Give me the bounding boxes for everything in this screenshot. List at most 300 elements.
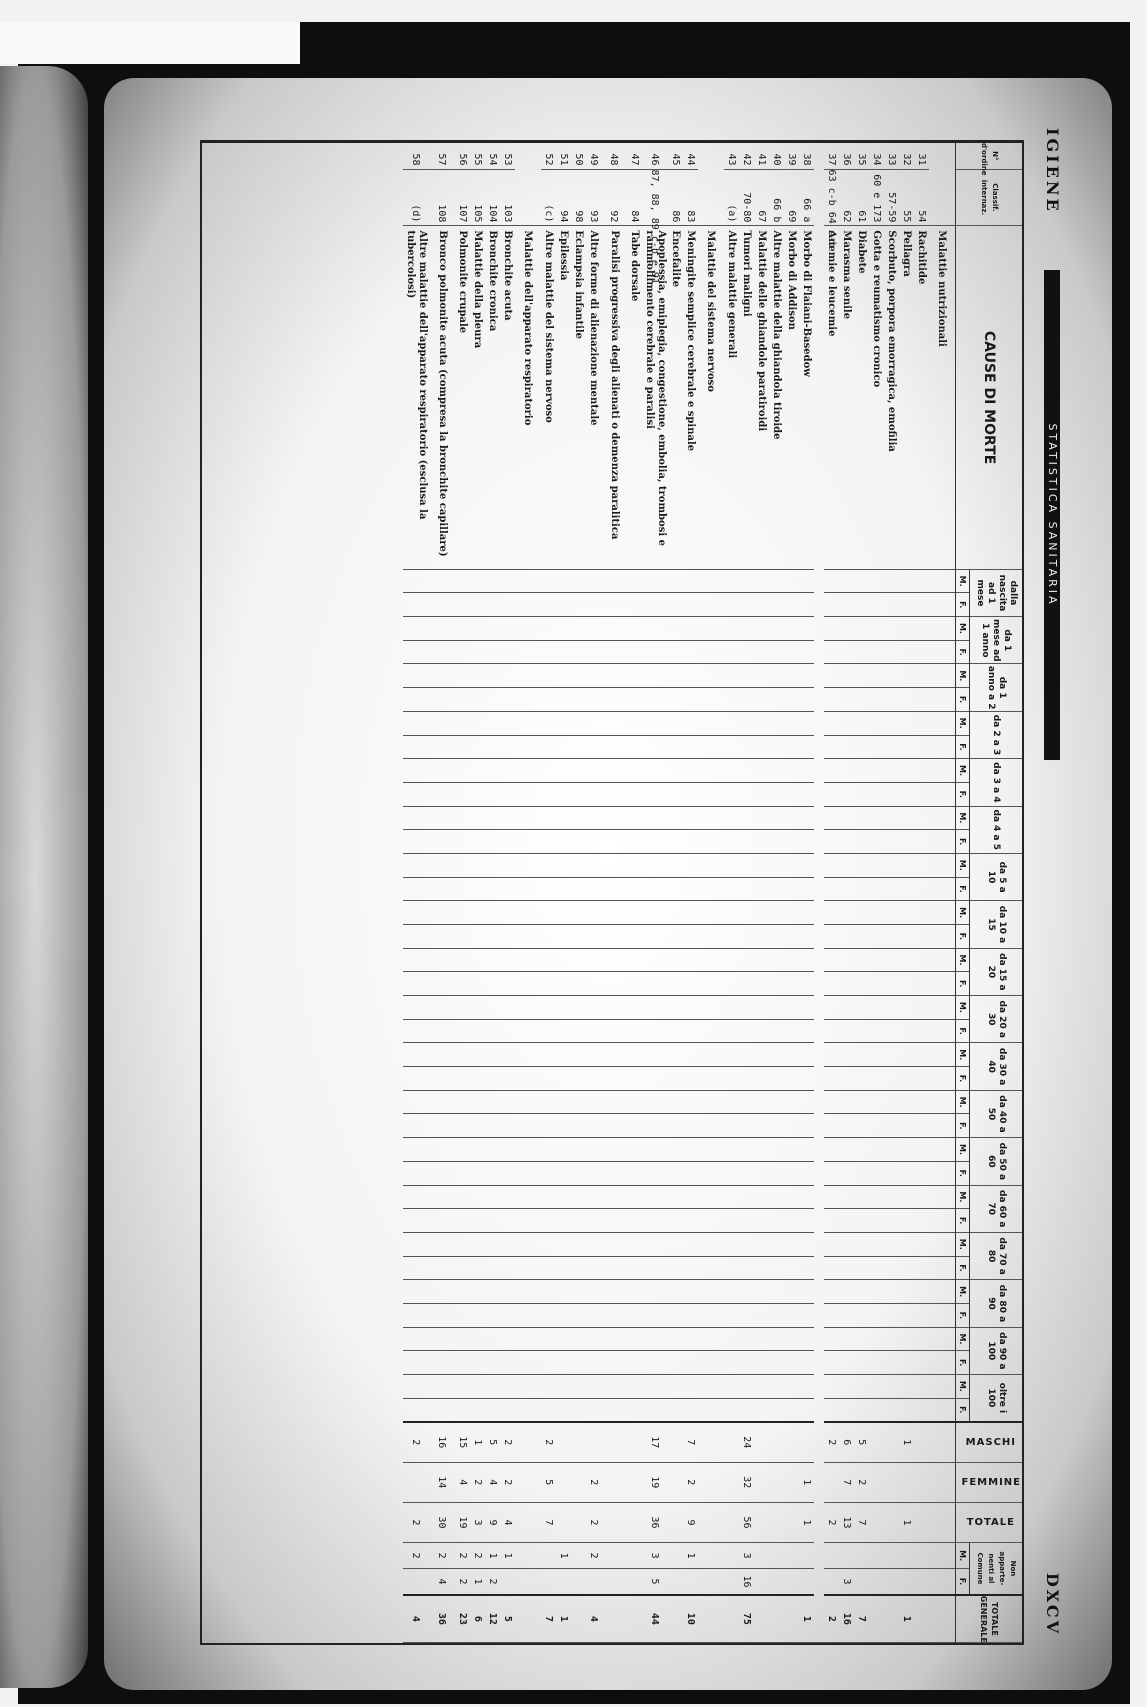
age-cell [824, 1185, 839, 1209]
age-cell [500, 877, 515, 901]
age-cell [724, 1398, 739, 1422]
age-cell [683, 688, 698, 712]
age-cell [485, 853, 500, 877]
age-cell [799, 1019, 814, 1043]
age-cell [627, 901, 642, 925]
age-cell [668, 688, 683, 712]
age-cell [884, 1398, 899, 1422]
row-classification: 104 [485, 169, 500, 226]
age-cell [485, 1398, 500, 1422]
row-classification: 98 [571, 169, 586, 226]
age-cell [824, 948, 839, 972]
row-classification: 93 [586, 169, 601, 226]
age-cell [429, 569, 455, 593]
age-cell [571, 972, 586, 996]
age-cell [769, 1209, 784, 1233]
age-cell [839, 711, 854, 735]
row-number: 39 [784, 143, 799, 169]
age-cell [739, 617, 754, 641]
row-totale-generale [914, 1595, 929, 1643]
age-cell [739, 1232, 754, 1256]
age-cell [769, 688, 784, 712]
age-cell [642, 996, 668, 1020]
row-femmine: 2 [683, 1462, 698, 1502]
age-cell [769, 1327, 784, 1351]
age-cell [403, 877, 429, 901]
age-cell [724, 1114, 739, 1138]
header-classification: Classif. internaz. [956, 169, 1023, 226]
age-cell [854, 1209, 869, 1233]
age-cell [627, 1327, 642, 1351]
row-totale-generale [724, 1595, 739, 1643]
age-cell [541, 1375, 556, 1399]
header-m: M. [956, 569, 970, 593]
age-cell [824, 1303, 839, 1327]
age-cell [470, 569, 485, 593]
age-cell [642, 1090, 668, 1114]
age-cell [824, 806, 839, 830]
header-f: F. [956, 1067, 970, 1091]
age-cell [914, 1209, 929, 1233]
row-non-app-m [601, 1543, 627, 1569]
age-cell [601, 593, 627, 617]
age-cell [739, 735, 754, 759]
age-cell [799, 1232, 814, 1256]
age-cell [784, 1232, 799, 1256]
age-cell [601, 924, 627, 948]
age-cell [799, 593, 814, 617]
age-cell [854, 877, 869, 901]
age-cell [839, 735, 854, 759]
age-cell [455, 664, 470, 688]
age-cell [854, 1090, 869, 1114]
age-cell [403, 1303, 429, 1327]
header-age-13: da 60 a 70 [970, 1185, 1023, 1232]
age-cell [769, 972, 784, 996]
age-cell [754, 1398, 769, 1422]
age-cell [824, 1138, 839, 1162]
age-cell [601, 1398, 627, 1422]
row-cause: Malattie delle ghiandole paratiroidi [754, 226, 769, 569]
age-cell [470, 924, 485, 948]
age-cell [627, 569, 642, 593]
age-cell [586, 688, 601, 712]
age-cell [571, 1185, 586, 1209]
age-cell [500, 1090, 515, 1114]
row-cause: Altre forme di alienazione mentale [586, 226, 601, 569]
age-cell [854, 830, 869, 854]
row-cause: Eclampsia infantile [571, 226, 586, 569]
age-cell [470, 1067, 485, 1091]
row-maschi: 6 [839, 1422, 854, 1462]
age-cell [739, 877, 754, 901]
age-cell [500, 972, 515, 996]
age-cell [824, 711, 839, 735]
age-cell [429, 1019, 455, 1043]
age-cell [854, 948, 869, 972]
row-femmine: 4 [455, 1462, 470, 1502]
age-cell [869, 1019, 884, 1043]
age-cell [884, 1138, 899, 1162]
age-cell [869, 593, 884, 617]
age-cell [769, 1043, 784, 1067]
age-cell [839, 806, 854, 830]
age-cell [627, 1351, 642, 1375]
age-cell [556, 1303, 571, 1327]
age-cell [824, 1375, 839, 1399]
age-cell [784, 1067, 799, 1091]
age-cell [541, 1398, 556, 1422]
row-number: 58 [403, 143, 429, 169]
age-cell [739, 640, 754, 664]
age-cell [869, 569, 884, 593]
age-cell [824, 1090, 839, 1114]
age-cell [455, 1398, 470, 1422]
age-cell [824, 617, 839, 641]
row-maschi [668, 1422, 683, 1462]
age-cell [799, 877, 814, 901]
age-cell [455, 1138, 470, 1162]
age-cell [724, 853, 739, 877]
row-totale-generale: 12 [485, 1595, 500, 1643]
age-cell [839, 1067, 854, 1091]
age-cell [485, 711, 500, 735]
age-cell [799, 972, 814, 996]
row-totale-generale [884, 1595, 899, 1643]
age-cell [642, 688, 668, 712]
age-cell [500, 1114, 515, 1138]
age-cell [754, 996, 769, 1020]
age-cell [884, 617, 899, 641]
header-f: F. [956, 1209, 970, 1233]
age-cell [884, 948, 899, 972]
age-cell [586, 1280, 601, 1304]
row-maschi [556, 1422, 571, 1462]
age-cell [914, 1067, 929, 1091]
age-cell [884, 782, 899, 806]
age-cell [586, 1303, 601, 1327]
age-cell [668, 1303, 683, 1327]
table-row [470, 143, 485, 1643]
age-cell [455, 1280, 470, 1304]
row-cause: Morbo di Flaiani-Basedow [799, 226, 814, 569]
age-cell [739, 1043, 754, 1067]
age-cell [769, 948, 784, 972]
age-cell [485, 1067, 500, 1091]
age-cell [455, 996, 470, 1020]
age-cell [470, 664, 485, 688]
age-cell [724, 1351, 739, 1375]
age-cell [642, 735, 668, 759]
row-non-app-m [769, 1543, 784, 1569]
row-totale [571, 1502, 586, 1542]
age-cell [601, 1280, 627, 1304]
row-non-app-f [754, 1569, 769, 1595]
age-cell [668, 1232, 683, 1256]
age-cell [586, 1114, 601, 1138]
header-f: F. [956, 877, 970, 901]
age-cell [403, 1019, 429, 1043]
age-cell [668, 877, 683, 901]
row-non-app-f: 1 [470, 1569, 485, 1595]
age-cell [627, 924, 642, 948]
row-femmine: 5 [541, 1462, 556, 1502]
age-cell [683, 759, 698, 783]
age-cell [869, 617, 884, 641]
age-cell [470, 1161, 485, 1185]
age-cell [724, 924, 739, 948]
age-cell [470, 1209, 485, 1233]
section-title: Malattie dell'apparato respiratorio [515, 226, 541, 569]
age-cell [884, 901, 899, 925]
row-non-app-m: 2 [455, 1543, 470, 1569]
age-cell [884, 1327, 899, 1351]
age-cell [642, 901, 668, 925]
age-cell [683, 996, 698, 1020]
age-cell [500, 711, 515, 735]
age-cell [884, 640, 899, 664]
age-cell [403, 830, 429, 854]
age-cell [485, 1375, 500, 1399]
row-non-app-m [571, 1543, 586, 1569]
age-cell [571, 1303, 586, 1327]
age-cell [556, 1209, 571, 1233]
age-cell [724, 711, 739, 735]
table-row [455, 143, 470, 1643]
age-cell [429, 1351, 455, 1375]
age-cell [455, 877, 470, 901]
age-cell [839, 664, 854, 688]
age-cell [429, 1138, 455, 1162]
age-cell [739, 1398, 754, 1422]
age-cell [586, 1256, 601, 1280]
age-cell [914, 1185, 929, 1209]
age-cell [754, 664, 769, 688]
age-cell [642, 1327, 668, 1351]
age-cell [541, 617, 556, 641]
age-cell [586, 924, 601, 948]
row-femmine [724, 1462, 739, 1502]
table-row [839, 143, 854, 1643]
age-cell [683, 830, 698, 854]
age-cell [914, 1280, 929, 1304]
age-cell [869, 996, 884, 1020]
age-cell [571, 924, 586, 948]
row-cause: Altre malattie dell'apparato respiratorio (esclusa la tubercolosi) [403, 226, 429, 569]
age-cell [668, 1351, 683, 1375]
row-classification: 60 e 173 [869, 169, 884, 226]
age-cell [884, 1209, 899, 1233]
age-cell [403, 759, 429, 783]
header-age-6: da 5 a 10 [970, 853, 1023, 900]
age-cell [541, 877, 556, 901]
row-non-app-f [784, 1569, 799, 1595]
table-row [586, 143, 601, 1643]
age-cell [470, 640, 485, 664]
age-cell [556, 901, 571, 925]
age-cell [799, 1280, 814, 1304]
age-cell [799, 640, 814, 664]
age-cell [571, 853, 586, 877]
age-cell [403, 711, 429, 735]
row-maschi [571, 1422, 586, 1462]
age-cell [899, 1090, 914, 1114]
row-totale: 3 [470, 1502, 485, 1542]
row-classification: 63 c-b 64 c-b [826, 169, 837, 248]
age-cell [683, 593, 698, 617]
row-non-app-f [884, 1569, 899, 1595]
age-cell [914, 1256, 929, 1280]
row-number: 57 [429, 143, 455, 169]
header-age-17: oltre i 100 [970, 1375, 1023, 1422]
age-cell [429, 1114, 455, 1138]
age-cell [739, 1209, 754, 1233]
age-cell [571, 1161, 586, 1185]
row-cause: Apoplessia, emiplegia, congestione, embolia, trombosi e rammollimento cerebrale e paralisi [642, 226, 668, 569]
age-cell [500, 1398, 515, 1422]
age-cell [571, 1090, 586, 1114]
row-cause: Anemie e leucemie [824, 226, 839, 569]
age-cell [541, 1351, 556, 1375]
age-cell [668, 1067, 683, 1091]
age-cell [799, 1398, 814, 1422]
row-totale [724, 1502, 739, 1542]
row-femmine: 14 [429, 1462, 455, 1502]
age-cell [403, 806, 429, 830]
age-cell [869, 1138, 884, 1162]
age-cell [556, 830, 571, 854]
age-cell [799, 711, 814, 735]
age-cell [668, 1043, 683, 1067]
age-cell [769, 1375, 784, 1399]
age-cell [839, 1090, 854, 1114]
age-cell [627, 806, 642, 830]
age-cell [854, 1398, 869, 1422]
age-cell [899, 617, 914, 641]
age-cell [724, 901, 739, 925]
age-cell [556, 1351, 571, 1375]
age-cell [824, 1398, 839, 1422]
header-age-7: da 10 a 15 [970, 901, 1023, 948]
age-cell [470, 901, 485, 925]
row-number: 32 [899, 143, 914, 169]
age-cell [429, 1375, 455, 1399]
age-cell [824, 996, 839, 1020]
age-cell [601, 759, 627, 783]
age-cell [869, 1161, 884, 1185]
age-cell [739, 924, 754, 948]
age-cell [642, 948, 668, 972]
row-totale-generale: 5 [500, 1595, 515, 1643]
age-cell [799, 759, 814, 783]
age-cell [601, 1327, 627, 1351]
scan-corner [0, 22, 300, 64]
age-cell [739, 1114, 754, 1138]
header-page-number: DXCV [1043, 1572, 1062, 1636]
age-cell [668, 948, 683, 972]
age-cell [500, 1185, 515, 1209]
age-cell [839, 901, 854, 925]
age-cell [668, 806, 683, 830]
age-cell [869, 1209, 884, 1233]
row-totale-generale: 44 [642, 1595, 668, 1643]
age-cell [429, 830, 455, 854]
age-cell [724, 948, 739, 972]
row-classification: 107 [455, 169, 470, 226]
row-classification: 94 [556, 169, 571, 226]
row-non-app-f: 5 [642, 1569, 668, 1595]
row-maschi: 17 [642, 1422, 668, 1462]
age-cell [869, 1090, 884, 1114]
age-cell [769, 1185, 784, 1209]
age-cell [754, 877, 769, 901]
age-cell [586, 877, 601, 901]
age-cell [869, 853, 884, 877]
age-cell [601, 617, 627, 641]
age-cell [500, 759, 515, 783]
age-cell [914, 1043, 929, 1067]
row-cause: Encefalite [668, 226, 683, 569]
age-cell [627, 830, 642, 854]
row-maschi: 2 [541, 1422, 556, 1462]
age-cell [884, 1351, 899, 1375]
age-cell [470, 1114, 485, 1138]
age-cell [824, 664, 839, 688]
age-cell [754, 1114, 769, 1138]
age-cell [470, 1375, 485, 1399]
age-cell [899, 593, 914, 617]
age-cell [668, 1256, 683, 1280]
age-cell [899, 1185, 914, 1209]
row-classification: 54 [914, 169, 929, 226]
age-cell [869, 877, 884, 901]
age-cell [754, 640, 769, 664]
age-cell [571, 1280, 586, 1304]
age-cell [899, 1398, 914, 1422]
age-cell [642, 1161, 668, 1185]
row-classification: (c) [541, 169, 556, 226]
age-cell [500, 1043, 515, 1067]
row-number: 50 [571, 143, 586, 169]
age-cell [586, 1185, 601, 1209]
age-cell [754, 1161, 769, 1185]
row-totale: 1 [799, 1502, 814, 1542]
row-number: 54 [485, 143, 500, 169]
age-cell [739, 948, 754, 972]
age-cell [571, 1327, 586, 1351]
header-f: F. [956, 924, 970, 948]
age-cell [869, 664, 884, 688]
age-cell [571, 617, 586, 641]
row-classification: 66 b [769, 169, 784, 226]
age-cell [884, 1043, 899, 1067]
age-cell [683, 1375, 698, 1399]
row-non-app-m: 1 [485, 1543, 500, 1569]
age-cell [839, 593, 854, 617]
age-cell [455, 830, 470, 854]
age-cell [739, 593, 754, 617]
row-cause: Marasma senile [839, 226, 854, 569]
age-cell [824, 853, 839, 877]
age-cell [571, 640, 586, 664]
row-femmine [824, 1462, 839, 1502]
row-totale: 7 [541, 1502, 556, 1542]
age-cell [571, 806, 586, 830]
header-m: M. [956, 901, 970, 925]
row-non-app-f [854, 1569, 869, 1595]
row-femmine [556, 1462, 571, 1502]
age-cell [601, 830, 627, 854]
